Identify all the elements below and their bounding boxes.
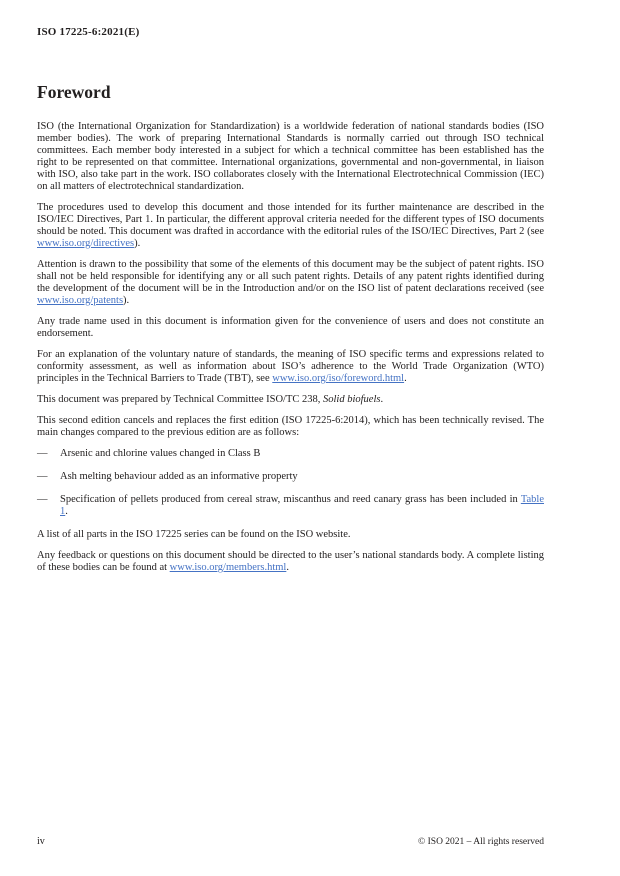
page-footer [37,836,544,847]
bullet-dash: — [37,448,48,459]
paragraph-iso-federation: ISO (the International Organization for Standardization) is a worldwide federation of national standards bodies (ISO member bodies). The work of preparing International Standards is normally carried out through ISO technical committees. Each member body interested in a subject for which a technical committee has been established has the right to be represented on that committee. International organizations, governmental and non-governmental, in liaison with ISO, also take part in the work. ISO collaborates closely with the International Electrotechnical Commission (IEC) on all matters of electrotechnical standardization. [37,121,544,192]
list-item-ash-melting-text: Ash melting behaviour added as an informative property [60,471,298,482]
paragraph-second-edition: This second edition cancels and replaces the first edition (ISO 17225-6:2014), which has been technically revised. The main changes compared to the previous edition are as follows: [37,415,544,438]
paragraph-patent-rights-text: Attention is drawn to the possibility that some of the elements of this document may be the subject of patent rights. ISO shall not be held responsible for identifying any or all such patent rights. Details of any patent rights identified during the development of the document will be in the Introduction and/or on the ISO list of patent declarations received (see [37,259,544,294]
paragraph-wto-text: For an explanation of the voluntary nature of standards, the meaning of ISO specific terms and expressions related to conformity assessment, as well as information about ISO’s adherence to the World Trade Organization (WTO) principles in the Technical Barriers to Trade (TBT), see [37,349,544,384]
list-item-pellets-specification [37,494,544,518]
link-iso-members[interactable]: www.iso.org/members.html [169,562,287,573]
paragraph-wto-end: . [404,373,407,384]
paragraph-technical-committee-text: This document was prepared by Technical Committee ISO/TC 238, [37,394,324,405]
list-item-arsenic-chlorine-text: Arsenic and chlorine values changed in Class B [60,448,261,459]
list-item-pellets-specification-end: . [65,506,68,517]
link-iso-patents[interactable]: www.iso.org/patents [37,295,124,306]
page-number: iv [37,836,45,847]
changes-list [37,448,544,518]
bullet-dash: — [37,471,48,482]
copyright-notice: © ISO 2021 – All rights reserved [418,837,544,847]
paragraph-wto [37,349,544,385]
paragraph-patent-rights [37,259,544,307]
paragraph-procedures-end: ). [134,238,141,249]
bullet-dash: — [37,494,48,505]
document-identifier: ISO 17225-6:2021(E) [37,26,140,38]
paragraph-technical-committee [37,394,544,406]
list-item-pellets-specification-text: Specification of pellets produced from cereal straw, miscanthus and reed canary grass has been included in [60,494,521,505]
link-iso-directives[interactable]: www.iso.org/directives [37,238,135,249]
paragraph-patent-rights-end: ). [123,295,130,306]
link-table-1[interactable]: Table 1 [60,494,544,517]
paragraph-procedures [37,202,544,250]
list-item-arsenic-chlorine [37,448,544,460]
paragraph-technical-committee-end: . [380,394,384,405]
foreword-heading: Foreword [37,82,111,102]
link-iso-foreword-part1[interactable]: www.iso.org/ [272,373,329,384]
paragraph-procedures-text: The procedures used to develop this document and those intended for its further maintenance are described in the ISO/IEC Directives, Part 1. In particular, the different approval criteria needed for the different types of ISO documents should be noted. This document was drafted in accordance with the editorial rules of the ISO/IEC Directives, Part 2 (see [37,202,544,237]
list-item-ash-melting [37,471,544,483]
paragraph-feedback-end: . [286,562,289,573]
paragraph-trade-name: Any trade name used in this document is information given for the convenience of users and does not constitute an endorsement. [37,316,544,339]
paragraph-feedback [37,550,544,574]
foreword-body [37,121,544,583]
committee-subject-name: Solid biofuels [323,394,381,405]
paragraph-series-list: A list of all parts in the ISO 17225 series can be found on the ISO website. [37,529,351,540]
link-iso-foreword-part2[interactable]: iso/foreword.html [328,373,405,384]
paragraph-feedback-text: Any feedback or questions on this document should be directed to the user’s national standards body. A complete listing of these bodies can be found at [37,550,544,573]
